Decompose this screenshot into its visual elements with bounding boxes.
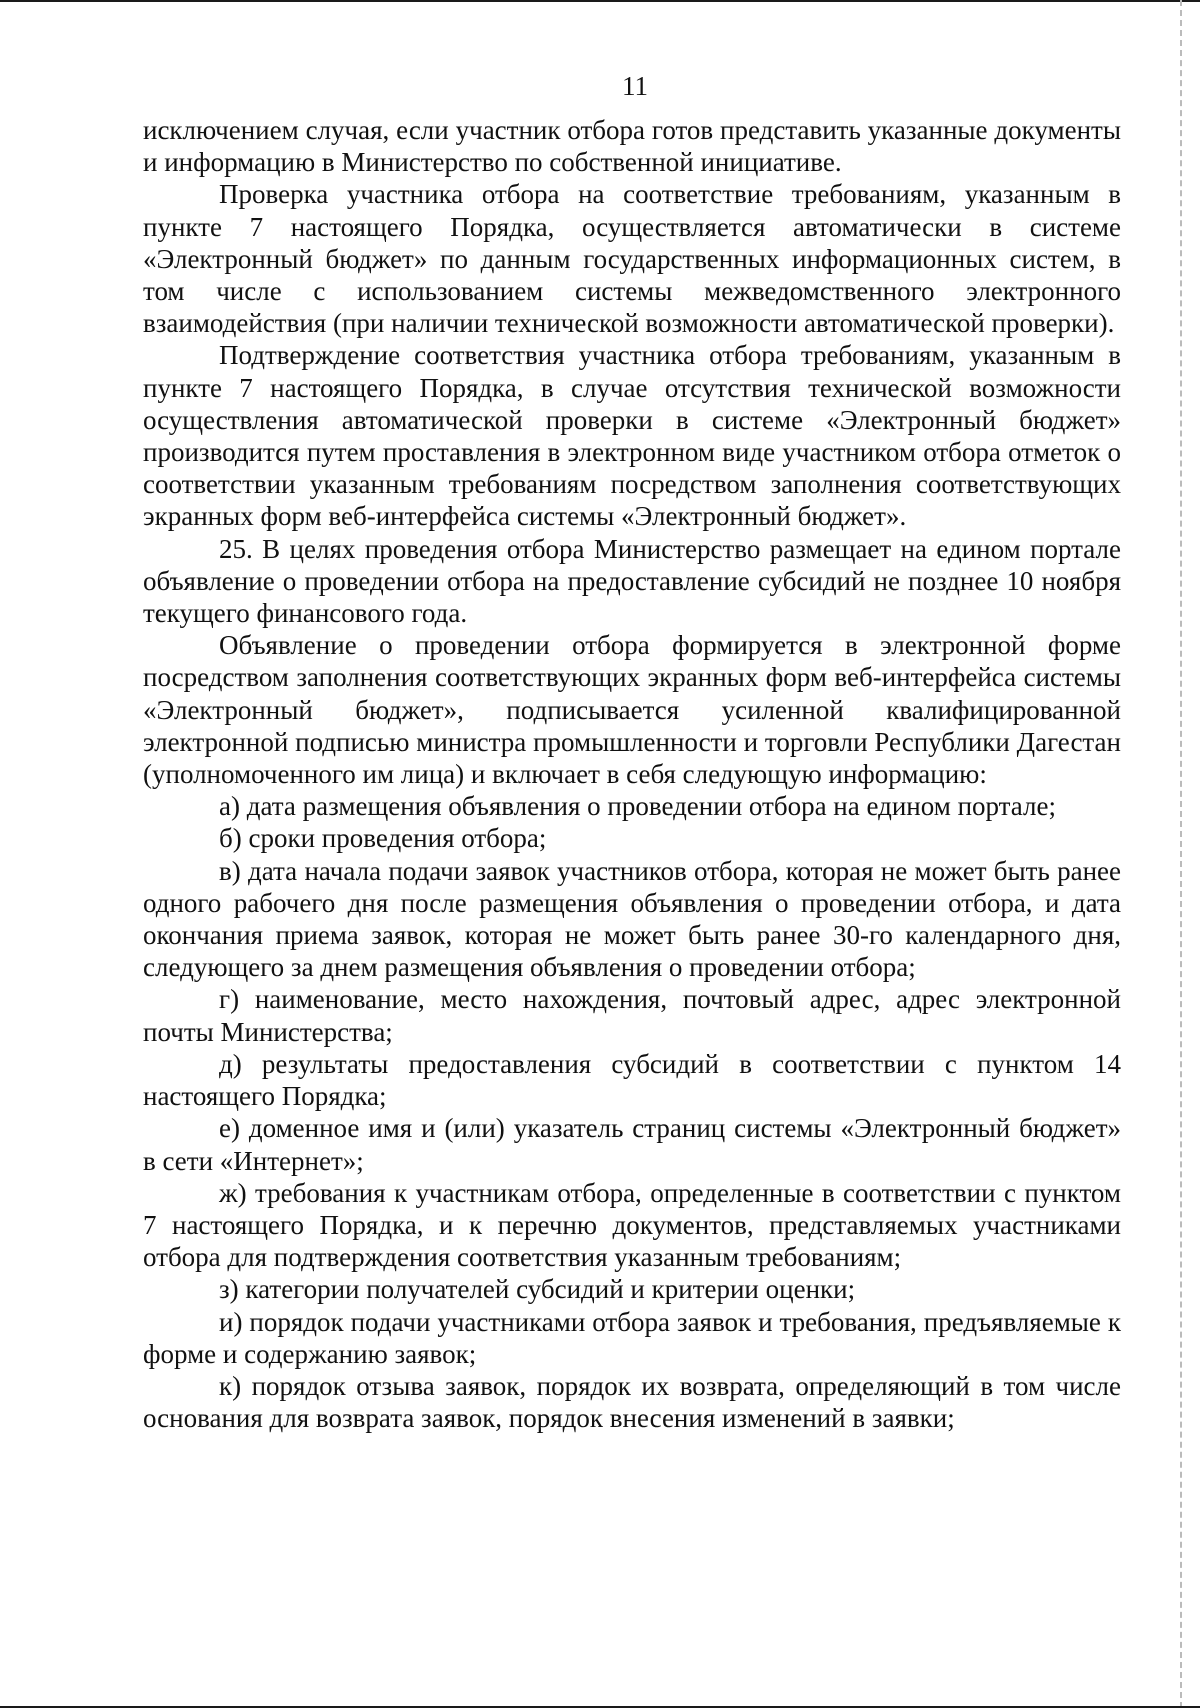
list-item-e: е) доменное имя и (или) указатель страниц системы «Электронный бюджет» в сети «Интернет»;: [143, 1113, 1121, 1176]
list-item-i: и) порядок подачи участниками отбора заявок и требования, предъявляемые к форме и содержанию заявок;: [143, 1306, 1121, 1369]
paragraph-announcement: Объявление о проведении отбора формируется в электронной форме посредством заполнения соответствующих экранных форм веб-интерфейса системы «Электронный бюджет», подписывается усиленной квалифицированной электронной подписью министра промышленности и торговли Республики Дагестан (уполномоченного им лица) и включает в себя следующую информацию:: [143, 630, 1121, 790]
list-item-z: з) категории получателей субсидий и критерии оценки;: [219, 1274, 856, 1305]
paragraph-continuation: исключением случая, если участник отбора готов представить указанные документы и информацию в Министерство по собственной инициативе.: [143, 115, 1121, 178]
paragraph-manual-confirmation: Подтверждение соответствия участника отбора требованиям, указанным в пункте 7 настоящего Порядка, в случае отсутствия технической возможности осуществления автоматической проверки в системе «Электронный бюджет» производится путем проставления в электронном виде участником отбора отметок о соответствии указанным требованиям посредством заполнения соответствующих экранных форм веб-интерфейса системы «Электронный бюджет».: [143, 340, 1121, 532]
paragraph-automatic-check: Проверка участника отбора на соответствие требованиям, указанным в пункте 7 настоящего Порядка, осуществляется автоматически в системе «Электронный бюджет» по данным государственных информационных систем, в том числе с использованием системы межведомственного электронного взаимодействия (при наличии технической возможности автоматической проверки).: [143, 179, 1121, 339]
list-item-k: к) порядок отзыва заявок, порядок их возврата, определяющий в том числе основания для возврата заявок, порядок внесения изменений в заявки;: [143, 1370, 1121, 1434]
scan-edge-top: [0, 0, 1200, 2]
list-item-v: в) дата начала подачи заявок участников отбора, которая не может быть ранее одного рабочего дня после размещения объявления о проведении отбора, и дата окончания приема заявок, которая не может быть ранее 30-го календарного дня, следующего за днем размещения объявления о проведении отбора;: [143, 855, 1121, 983]
list-item-b: б) сроки проведения отбора;: [219, 823, 547, 854]
list-item-a: а) дата размещения объявления о проведении отбора на едином портале;: [219, 791, 1056, 822]
page-number: 11: [622, 71, 648, 101]
scan-edge-right: [1180, 0, 1182, 1708]
list-item-zh: ж) требования к участникам отбора, определенные в соответствии с пунктом 7 настоящего Порядка, и к перечню документов, представляемых участниками отбора для подтверждения соответствия указанным требованиям;: [143, 1177, 1121, 1273]
list-item-d: д) результаты предоставления субсидий в соответствии с пунктом 14 настоящего Порядка;: [143, 1048, 1121, 1112]
page-body: [143, 114, 1121, 1434]
paragraph-item-25: 25. В целях проведения отбора Министерство размещает на едином портале объявление о проведении отбора на предоставление субсидий не позднее 10 ноября текущего финансового года.: [143, 533, 1121, 629]
list-item-g: г) наименование, место нахождения, почтовый адрес, адрес электронной почты Министерства;: [143, 984, 1121, 1047]
